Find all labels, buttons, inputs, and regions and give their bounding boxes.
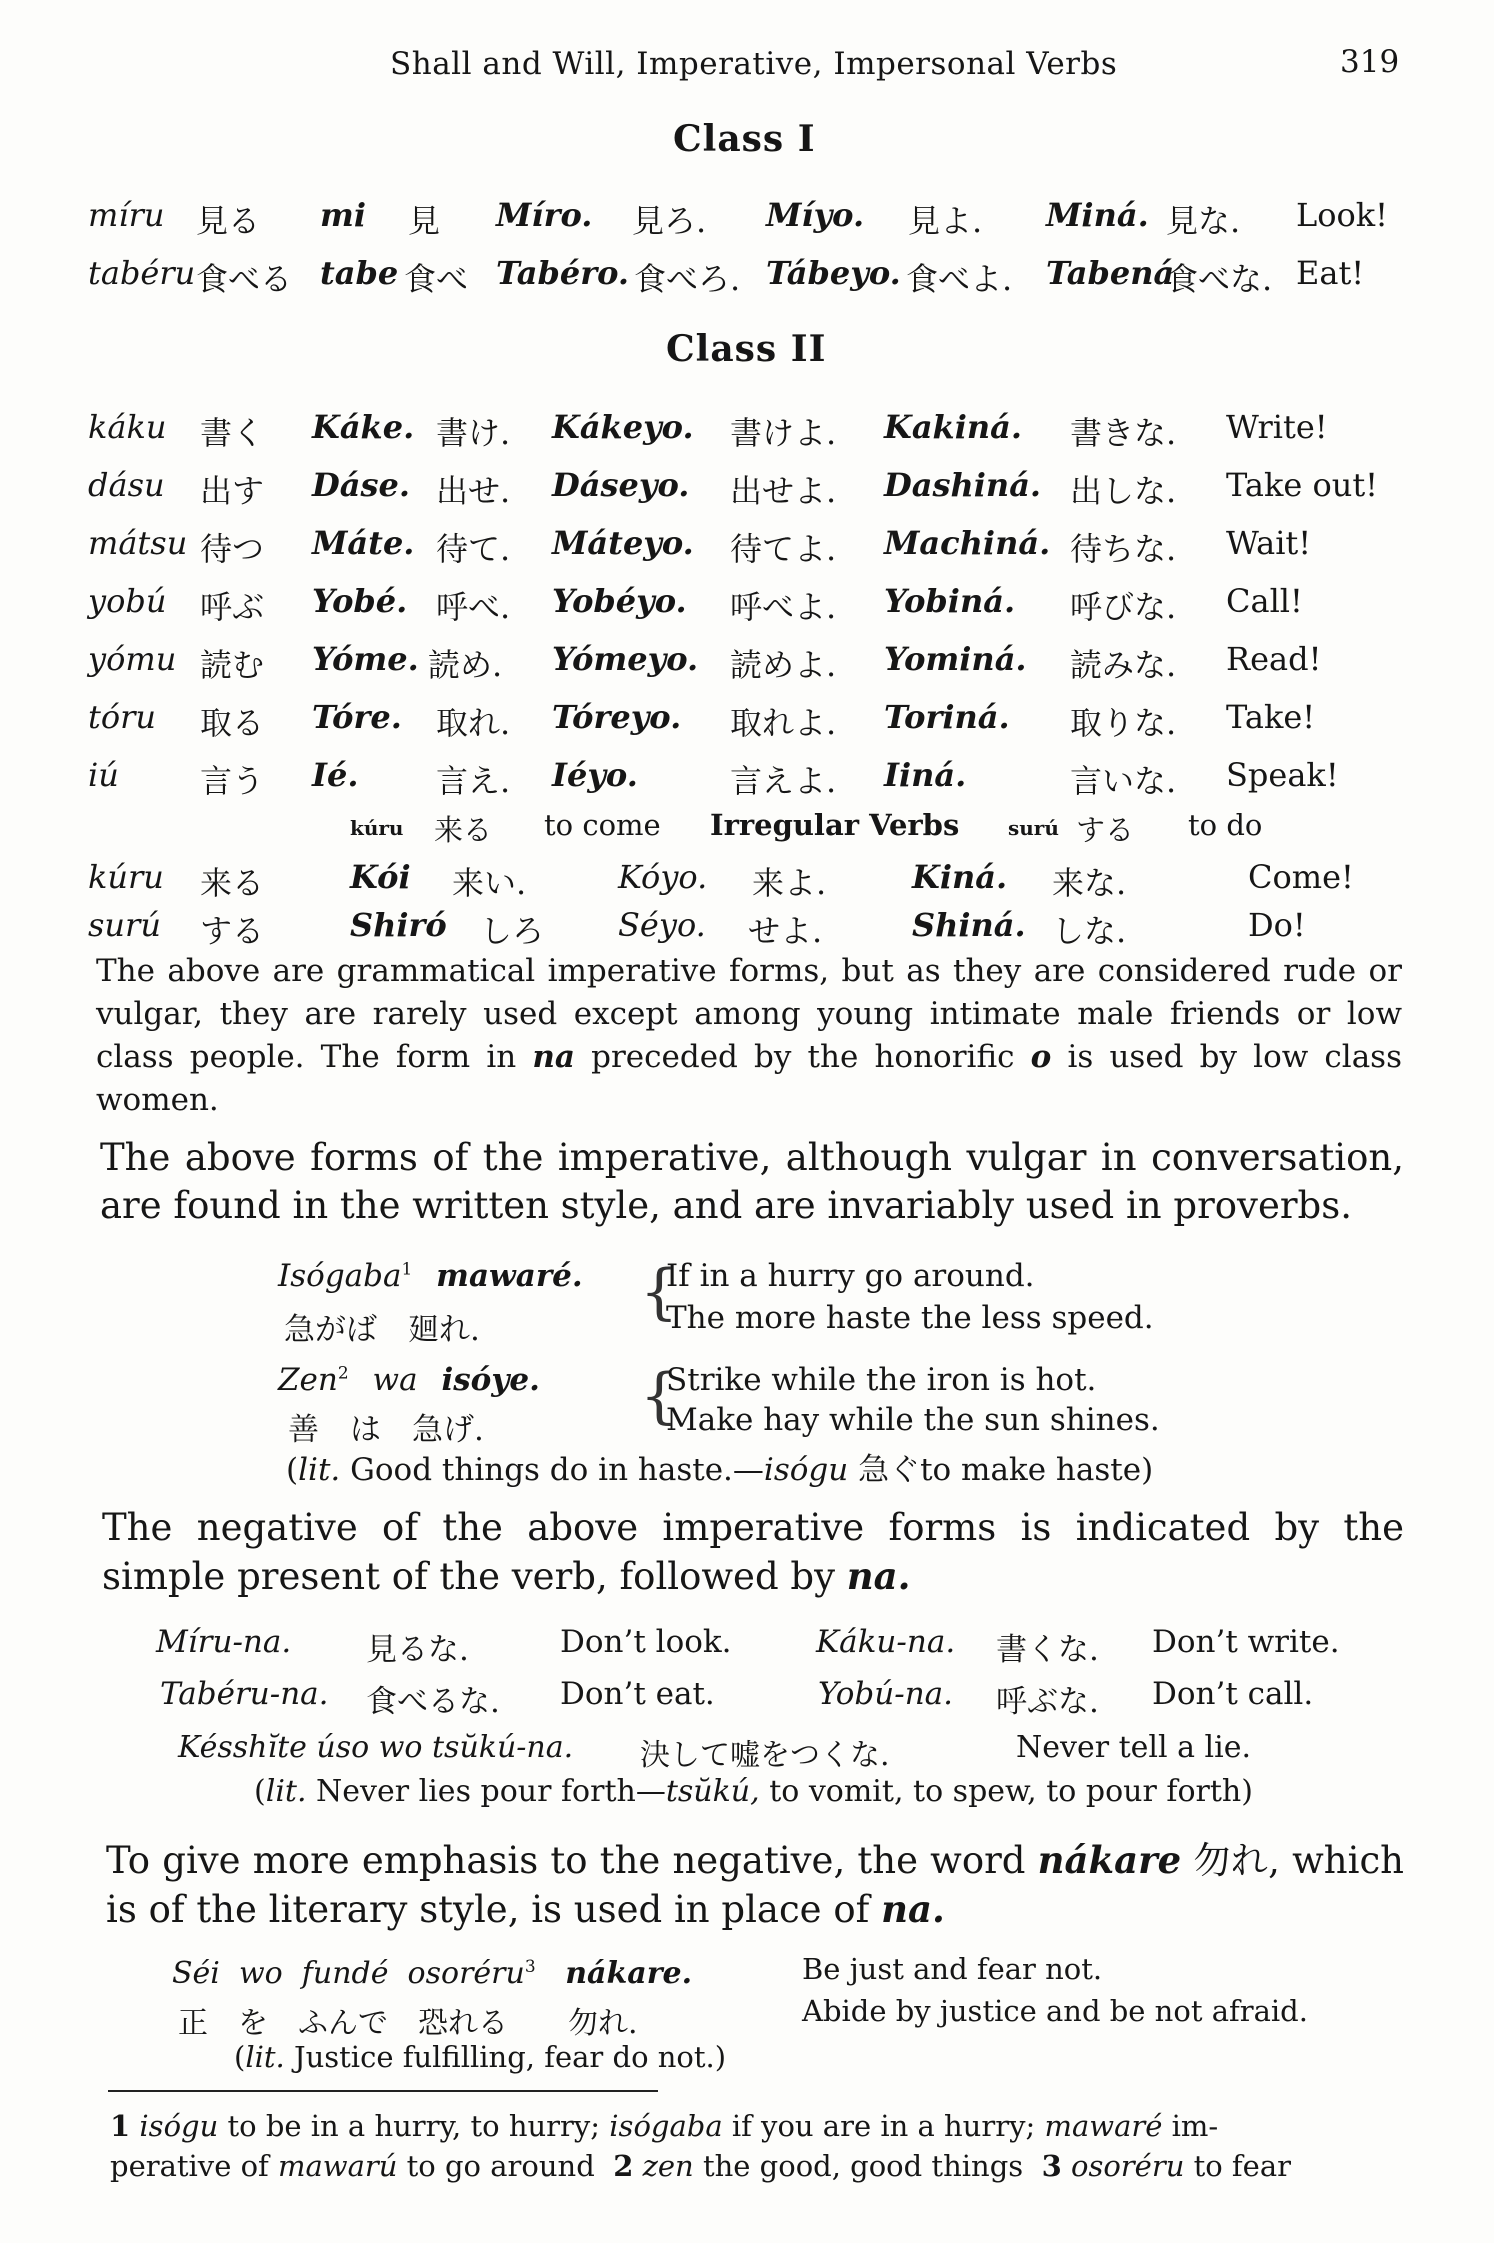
imperative-1: Káke. xyxy=(312,408,415,446)
irregular-row xyxy=(0,906,1494,956)
lie-literal-note xyxy=(254,1774,1253,1809)
negative-english-2: Don’t write. xyxy=(1152,1624,1340,1660)
proverb-2-romaji xyxy=(278,1362,540,1398)
irregular-heading xyxy=(0,808,1494,858)
proverb-1-brace: { xyxy=(640,1257,679,1327)
note-lit: lit. xyxy=(298,1452,341,1488)
imperative-2: Dáseyo. xyxy=(552,466,690,504)
imperative-1: Ié. xyxy=(312,756,359,794)
imperative-1: Míro. xyxy=(496,196,593,234)
footnote-ref: 3 xyxy=(524,1957,536,1977)
verb-romaji: kúru xyxy=(88,858,164,896)
verb-kanji: 書く xyxy=(200,414,265,452)
imperative-1-kanji: 来い. xyxy=(452,864,527,902)
footnote-word: osoréru xyxy=(1071,2149,1185,2183)
negative-romaji: Míru-na. xyxy=(156,1624,292,1660)
english-gloss: Take! xyxy=(1226,698,1316,736)
class-1-title: Class I xyxy=(673,118,816,160)
imperative-1-kanji: 言え. xyxy=(436,762,511,800)
negative-english: Don’t look. xyxy=(560,1624,732,1660)
verb-kanji: 取る xyxy=(200,704,265,742)
imperative-2: Iéyo. xyxy=(552,756,638,794)
negative-form: Iiná. xyxy=(884,756,967,794)
verb-kanji: 言う xyxy=(200,762,265,800)
footnote-text: to fear xyxy=(1184,2149,1291,2183)
verb-stem: tabe xyxy=(320,254,399,292)
irregular-row xyxy=(0,858,1494,908)
nakare-kanji: 正 を ふんで 恐れる 勿れ. xyxy=(178,2006,638,2041)
negative-english: Don’t eat. xyxy=(560,1676,715,1712)
imperative-2-kanji: 言えよ. xyxy=(730,762,837,800)
proverb-word: Zen xyxy=(278,1362,338,1398)
page-number: 319 xyxy=(1340,44,1400,80)
class-2-row xyxy=(0,466,1494,516)
imperative-2-kanji: 取れよ. xyxy=(730,704,837,742)
nakare-english-1: Be just and fear not. xyxy=(802,1952,1103,1986)
note-paren: ( xyxy=(254,1774,266,1809)
verb-kanji: 呼ぶ xyxy=(200,588,265,626)
verb-romaji: iú xyxy=(88,756,119,794)
negative-form-kanji: 呼びな. xyxy=(1070,588,1177,626)
english-gloss: Write! xyxy=(1226,408,1328,446)
kuru-label: kúru xyxy=(350,816,404,840)
negative-form: Dashiná. xyxy=(884,466,1042,504)
note-paren: ( xyxy=(286,1452,299,1488)
kuru-kanji: 来る xyxy=(434,813,493,847)
negative-kanji-2: 書くな. xyxy=(996,1632,1099,1668)
footnote-text: if you are in a hurry; xyxy=(722,2109,1045,2143)
class-1-row xyxy=(0,196,1494,246)
verb-romaji: yobú xyxy=(88,582,167,620)
proverb-word: Isógaba xyxy=(278,1258,402,1294)
proverb-word: wa xyxy=(372,1362,418,1398)
verb-kanji: 出す xyxy=(200,472,265,510)
proverb-1-kanji: 急がば 廻れ. xyxy=(284,1312,480,1348)
imperative-2: Yobéyo. xyxy=(552,582,687,620)
para2-text: The above forms of the imperative, although vulgar in conversation, are found in the written style, and are invariably used in proverbs. xyxy=(100,1136,1404,1227)
note-word: tsŭkú, xyxy=(665,1774,760,1809)
footnote-ref: 1 xyxy=(401,1259,413,1280)
footnote-number: 3 xyxy=(1041,2149,1062,2183)
note-lit: lit. xyxy=(245,2040,285,2074)
imperative-1-kanji: しろ xyxy=(480,912,545,950)
imperative-2-kanji: 出せよ. xyxy=(730,472,837,510)
imperative-1-kanji: 出せ. xyxy=(436,472,511,510)
negative-form-kanji: 来な. xyxy=(1052,864,1127,902)
verb-kanji: する xyxy=(200,912,265,950)
proverb-1-english-2: The more haste the less speed. xyxy=(666,1300,1154,1336)
footnote-number: 2 xyxy=(613,2149,634,2183)
para3-na: na. xyxy=(846,1554,911,1598)
class-2-title: Class II xyxy=(666,328,827,370)
proverb-2-kanji: 善 は 急げ. xyxy=(288,1412,484,1448)
imperative-1: Dáse. xyxy=(312,466,410,504)
suru-label: surú xyxy=(1008,816,1059,840)
english-gloss: Do! xyxy=(1248,906,1306,944)
imperative-2: Míyo. xyxy=(766,196,865,234)
imperative-2: Séyo. xyxy=(618,906,706,944)
imperative-1: Tóre. xyxy=(312,698,402,736)
nakare-english-2: Abide by justice and be not afraid. xyxy=(802,1994,1308,2028)
note-text: Good things do in haste.— xyxy=(340,1452,764,1488)
para4-na: na. xyxy=(881,1887,945,1931)
paragraph-negative xyxy=(102,1504,1404,1601)
paragraph-written-style xyxy=(100,1134,1404,1230)
note-word: isógu xyxy=(763,1452,849,1488)
negative-form-kanji: 取りな. xyxy=(1070,704,1177,742)
nakare-word: nákare. xyxy=(565,1956,693,1991)
class-2-row xyxy=(0,582,1494,632)
class-1-row xyxy=(0,254,1494,304)
footnote-text: perative of xyxy=(110,2149,278,2183)
imperative-2: Kóyo. xyxy=(618,858,708,896)
imperative-2-kanji: 見よ. xyxy=(908,202,983,240)
footnote-text: the good, good things xyxy=(693,2149,1042,2183)
note-text: Never lies pour forth— xyxy=(306,1774,666,1809)
para1-na: na xyxy=(532,1039,575,1075)
negative-kanji-2: 呼ぶな. xyxy=(996,1684,1099,1720)
para1-text-1: The above are grammatical imperative forms, but as they are considered rude or vulgar, they are rarely used except among young intimate male friends or low class people. The form in xyxy=(96,953,1402,1075)
negative-form-kanji: しな. xyxy=(1052,912,1127,950)
footnote-word: mawaré xyxy=(1044,2109,1163,2143)
verb-romaji: dásu xyxy=(88,466,165,504)
negative-english-2: Don’t call. xyxy=(1152,1676,1314,1712)
footnote-word: isógaba xyxy=(609,2109,723,2143)
kuru-gloss: to come xyxy=(544,808,661,842)
note-lit: lit. xyxy=(265,1774,307,1809)
negative-form-kanji: 食べな. xyxy=(1166,260,1273,298)
imperative-2-kanji: せよ. xyxy=(748,912,823,950)
proverb-word-bold: isóye. xyxy=(441,1362,540,1398)
class-2-row xyxy=(0,408,1494,458)
english-gloss: Take out! xyxy=(1226,466,1379,504)
negative-example-row xyxy=(0,1624,1494,1674)
english-gloss: Wait! xyxy=(1226,524,1312,562)
negative-form: Shiná. xyxy=(912,906,1026,944)
english-gloss: Call! xyxy=(1226,582,1303,620)
imperative-2: Yómeyo. xyxy=(552,640,699,678)
class-2-row xyxy=(0,756,1494,806)
negative-form-kanji: 言いな. xyxy=(1070,762,1177,800)
verb-romaji: yómu xyxy=(88,640,177,678)
note-paren: ( xyxy=(234,2040,246,2074)
negative-form-kanji: 見な. xyxy=(1166,202,1241,240)
verb-romaji: káku xyxy=(88,408,167,446)
negative-kanji: 食べるな. xyxy=(366,1684,500,1720)
imperative-2-kanji: 読めよ. xyxy=(730,646,837,684)
verb-stem: mi xyxy=(320,196,367,234)
imperative-1: Kói xyxy=(350,858,411,896)
lie-english: Never tell a lie. xyxy=(1016,1730,1252,1765)
note-kanji: 急ぐ xyxy=(848,1452,921,1488)
negative-form: Toriná. xyxy=(884,698,1010,736)
paragraph-usage-note xyxy=(96,950,1402,1122)
negative-form-kanji: 書きな. xyxy=(1070,414,1177,452)
negative-form: Miná. xyxy=(1046,196,1149,234)
imperative-1: Tabéro. xyxy=(496,254,629,292)
note-text-2: to make haste) xyxy=(920,1452,1154,1488)
imperative-2-kanji: 呼べよ. xyxy=(730,588,837,626)
note-text-2: to vomit, to spew, to pour forth) xyxy=(759,1774,1253,1809)
footnotes xyxy=(110,2106,1410,2186)
verb-romaji: tabéru xyxy=(88,254,196,292)
imperative-1: Shiró xyxy=(350,906,447,944)
class-2-row xyxy=(0,524,1494,574)
negative-romaji: Tabéru-na. xyxy=(160,1676,329,1712)
imperative-1: Yóme. xyxy=(312,640,419,678)
para4-kanji: 勿れ, xyxy=(1181,1839,1280,1882)
negative-form: Kiná. xyxy=(912,858,1008,896)
verb-kanji: 来る xyxy=(200,864,265,902)
irregular-verbs-title: Irregular Verbs xyxy=(710,808,960,842)
negative-form: Machiná. xyxy=(884,524,1051,562)
imperative-2: Tábeyo. xyxy=(766,254,901,292)
imperative-1-kanji: 食べろ. xyxy=(634,260,741,298)
verb-romaji: mátsu xyxy=(88,524,188,562)
negative-form: Kakiná. xyxy=(884,408,1023,446)
lie-romaji: Késshĭte úso wo tsŭkú-na. xyxy=(178,1730,574,1765)
english-gloss: Come! xyxy=(1248,858,1354,896)
footnote-word: mawarú xyxy=(277,2149,398,2183)
imperative-1-kanji: 読め. xyxy=(428,646,503,684)
negative-form-kanji: 出しな. xyxy=(1070,472,1177,510)
nakare-romaji-text: Séi wo fundé osoréru xyxy=(172,1956,525,1991)
note-text: Justice fulfilling, fear do not.) xyxy=(284,2040,727,2074)
footnote-text: im- xyxy=(1162,2109,1219,2143)
para1-text-3: is used by low class women. xyxy=(96,1039,1403,1118)
imperative-2-kanji: 食べよ. xyxy=(906,260,1013,298)
proverb-1-english-1: If in a hurry go around. xyxy=(666,1258,1035,1294)
footnote-text: to be in a hurry, to hurry; xyxy=(218,2109,610,2143)
imperative-1: Máte. xyxy=(312,524,415,562)
negative-romaji-2: Káku-na. xyxy=(816,1624,956,1660)
negative-form: Yominá. xyxy=(884,640,1027,678)
footnote-number: 1 xyxy=(110,2109,131,2143)
verb-romaji: míru xyxy=(88,196,165,234)
footnote-ref: 2 xyxy=(337,1363,349,1384)
verb-kanji: 食べる xyxy=(196,260,293,298)
proverb-1-romaji xyxy=(278,1258,583,1294)
imperative-1-kanji: 呼べ. xyxy=(436,588,511,626)
negative-form: Yobiná. xyxy=(884,582,1016,620)
verb-stem-kanji: 見 xyxy=(408,202,441,240)
english-gloss: Look! xyxy=(1296,196,1389,234)
imperative-1-kanji: 待て. xyxy=(436,530,511,568)
footnote-word: zen xyxy=(642,2149,694,2183)
imperative-2-kanji: 待てよ. xyxy=(730,530,837,568)
paragraph-nakare xyxy=(106,1836,1404,1934)
lie-example-row xyxy=(0,1730,1494,1780)
running-header: Shall and Will, Imperative, Impersonal Verbs xyxy=(390,46,1118,82)
suru-gloss: to do xyxy=(1188,808,1263,842)
nakare-romaji xyxy=(172,1956,692,1991)
para1-text-2: preceded by the honorific xyxy=(574,1039,1031,1075)
negative-romaji-2: Yobú-na. xyxy=(818,1676,954,1712)
class-2-row xyxy=(0,698,1494,748)
negative-example-row xyxy=(0,1676,1494,1726)
class-2-row xyxy=(0,640,1494,690)
imperative-2-kanji: 書けよ. xyxy=(730,414,837,452)
para4-text-1: To give more emphasis to the negative, the word xyxy=(106,1839,1038,1882)
nakare-literal-note xyxy=(234,2040,726,2074)
para4-text-2: which is of the literary style, is used in place of xyxy=(106,1839,1404,1931)
negative-form-kanji: 待ちな. xyxy=(1070,530,1177,568)
imperative-2: Tóreyo. xyxy=(552,698,682,736)
imperative-1: Yobé. xyxy=(312,582,408,620)
imperative-2: Máteyo. xyxy=(552,524,694,562)
lie-kanji: 決して嘘をつくな. xyxy=(640,1738,890,1773)
negative-form: Tabená xyxy=(1046,254,1175,292)
imperative-2-kanji: 来よ. xyxy=(752,864,827,902)
proverb-2-english-2: Make hay while the sun shines. xyxy=(666,1402,1160,1438)
proverb-word-bold: mawaré. xyxy=(436,1258,583,1294)
suru-kanji: する xyxy=(1076,813,1135,847)
para4-word: nákare xyxy=(1037,1838,1182,1882)
imperative-1-kanji: 見ろ. xyxy=(632,202,707,240)
verb-kanji: 待つ xyxy=(200,530,265,568)
proverb-2-brace: { xyxy=(640,1361,679,1431)
para1-o: o xyxy=(1030,1039,1052,1075)
proverb-2-english-1: Strike while the iron is hot. xyxy=(666,1362,1097,1398)
verb-romaji: tóru xyxy=(88,698,157,736)
para3-text: The negative of the above imperative forms is indicated by the simple present of the verb, followed by xyxy=(102,1506,1404,1598)
imperative-1-kanji: 書け. xyxy=(436,414,511,452)
imperative-2: Kákeyo. xyxy=(552,408,694,446)
proverb-literal-note xyxy=(286,1444,1153,1489)
negative-kanji: 見るな. xyxy=(366,1632,469,1668)
english-gloss: Speak! xyxy=(1226,756,1339,794)
footnote-rule xyxy=(108,2090,658,2092)
verb-kanji: 読む xyxy=(200,646,265,684)
verb-romaji: surú xyxy=(88,906,161,944)
english-gloss: Eat! xyxy=(1296,254,1365,292)
footnote-word: isógu xyxy=(139,2109,219,2143)
verb-kanji: 見る xyxy=(196,202,261,240)
english-gloss: Read! xyxy=(1226,640,1322,678)
footnote-text: to go around xyxy=(397,2149,614,2183)
verb-stem-kanji: 食べ xyxy=(404,260,469,298)
negative-form-kanji: 読みな. xyxy=(1070,646,1177,684)
imperative-1-kanji: 取れ. xyxy=(436,704,511,742)
